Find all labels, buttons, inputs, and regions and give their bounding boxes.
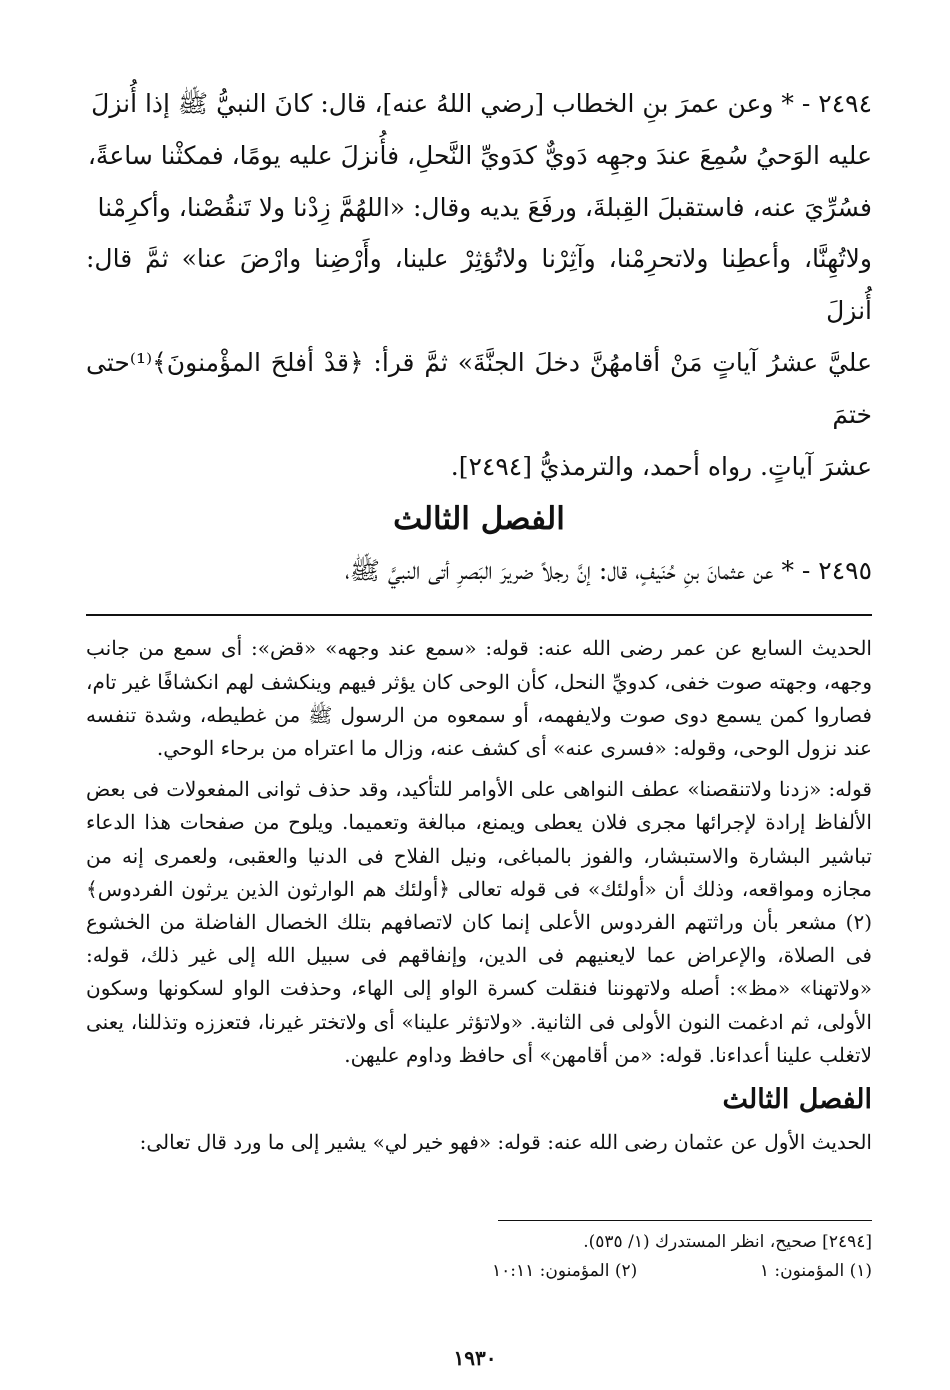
- hadith-line: ولاتُهِنَّا، وأعطِنا ولاتحرِمْنا، وآثِرْنا ولاتُؤثِرْ علينا، وأَرْضِنا وارْضَ عنا» ثمَّ قال: أُنزلَ: [86, 244, 872, 326]
- section-heading: الفصل الثالث: [393, 501, 565, 538]
- hadith-line: عليه الوَحيُ سُمِعَ عندَ وجهِه دَويٌّ كدَويِّ النَّحلِ، فأُنزلَ عليه يومًا، فمكثْنا ساعةً،: [87, 140, 872, 170]
- page-body: [86, 78, 872, 1167]
- commentary: [86, 632, 872, 1159]
- hadith-line: فسُرِّيَ عنه، فاستقبلَ القِبلةَ، ورفَعَ يديه وقال: «اللهُمَّ زِدْنا ولا تَنقُصْنا، وأكرِمْنا: [97, 192, 872, 222]
- commentary-sub-heading: الفصل الثالث: [722, 1084, 872, 1116]
- footnote-rule: [498, 1220, 872, 1221]
- hadith-line: ٢٤٩٤ - * وعن عمرَ بنِ الخطاب [رضي اللهُ عنه]، قال: كانَ النبيُّ ﷺ إذا أُنزلَ: [91, 89, 872, 118]
- footnotes: [492, 1228, 872, 1286]
- hadith-line: عشرَ آياتٍ. رواه أحمد، والترمذيُّ [٢٤٩٤].: [450, 451, 872, 481]
- footnote-reference: [٢٤٩٤] صحيح، انظر المستدرك (١/ ٥٣٥).: [583, 1232, 872, 1252]
- next-hadith: ٢٤٩٥ - * عن عثمانَ بنِ حُنَيفٍ، قال: إنَّ رجلاً ضريرَ البَصرِ أتى النبيَّ ﷺ،: [345, 556, 872, 586]
- footnote-1: (١) المؤمنون: ١: [759, 1261, 872, 1281]
- footnote-row: [492, 1257, 872, 1286]
- commentary-paragraph: الحديث السابع عن عمر رضى الله عنه: قوله: «سمع عند وجهه» «قض»: أى سمع من جانب وجهه، وجهته صوت خفى، كدويِّ النحل، كأن الوحى كان يؤثر فيهم وينكشف لهم انكشافًا غير تام، فصاروا كمن يسمع دوى صوت ولايفهمه، أو سمعوه من الرسول ﷺ من غطيطه، وشدة تنفسه عند نزول الوحى، وقوله: «فسرى عنه» أى كشف عنه، وزال ما اعتراه من برحاء الوحي.: [86, 636, 872, 760]
- hadith-line: عليَّ عشرُ آياتٍ مَنْ أقامهُنَّ دخلَ الجنَّةَ» ثمَّ قرأ: ﴿قدْ أفلحَ المؤْمنونَ﴾⁽¹⁾حتى ختمَ: [86, 347, 872, 429]
- commentary-paragraph: قوله: «زدنا ولاتنقصنا» عطف النواهى على الأوامر للتأكيد، وقد حذف ثوانى المفعولات فى بعض الألفاظ إرادة لإجرائها مجرى فلان يعطى ويمنع، مبالغة وتعميما. ويلوح من صفحات هذا الدعاء تباشير البشارة والاستبشار، والفوز بالمباغى، ونيل الفلاح فى الدنيا والعقبى، ولعمرى إنه من مجازه ومواقعه، وذلك أن «أولئك» فى قوله تعالى ﴿أولئك هم الوارثون الذين يرثون الفردوس﴾ (٢) مشعر بأن وراثتهم الفردوس الأعلى إنما كان لاتصافهم بتلك الخصال الفاضلة من الخشوع فى الصلاة، والإعراض عما لايعنيهم فى الدين، وإنفاقهم فى سبيل الله إلى غير ذلك، قوله: «ولاتهنا» «مظ»: أصله ولاتهوننا فنقلت كسرة الواو إلى الهاء، وحذفت الواو لسكونها وسكون الأولى، ثم ادغمت النون الأولى فى الثانية. «ولاتؤثر علينا» أى ولاتختر غيرنا، فتعززه وتذللنا، يعنى لاتغلب علينا أعداءنا. قوله: «من أقامهن» أى حافظ وداوم عليهن.: [86, 777, 872, 1067]
- divider: [86, 614, 872, 616]
- page-number: ١٩٣٠: [453, 1346, 497, 1370]
- main-hadith: [86, 78, 872, 492]
- commentary-last-line: الحديث الأول عن عثمان رضى الله عنه: قوله: «فهو خير لي» يشير إلى ما ورد قال تعالى:: [139, 1130, 872, 1155]
- footnote-2: (٢) المؤمنون: ١٠:١١: [492, 1261, 638, 1281]
